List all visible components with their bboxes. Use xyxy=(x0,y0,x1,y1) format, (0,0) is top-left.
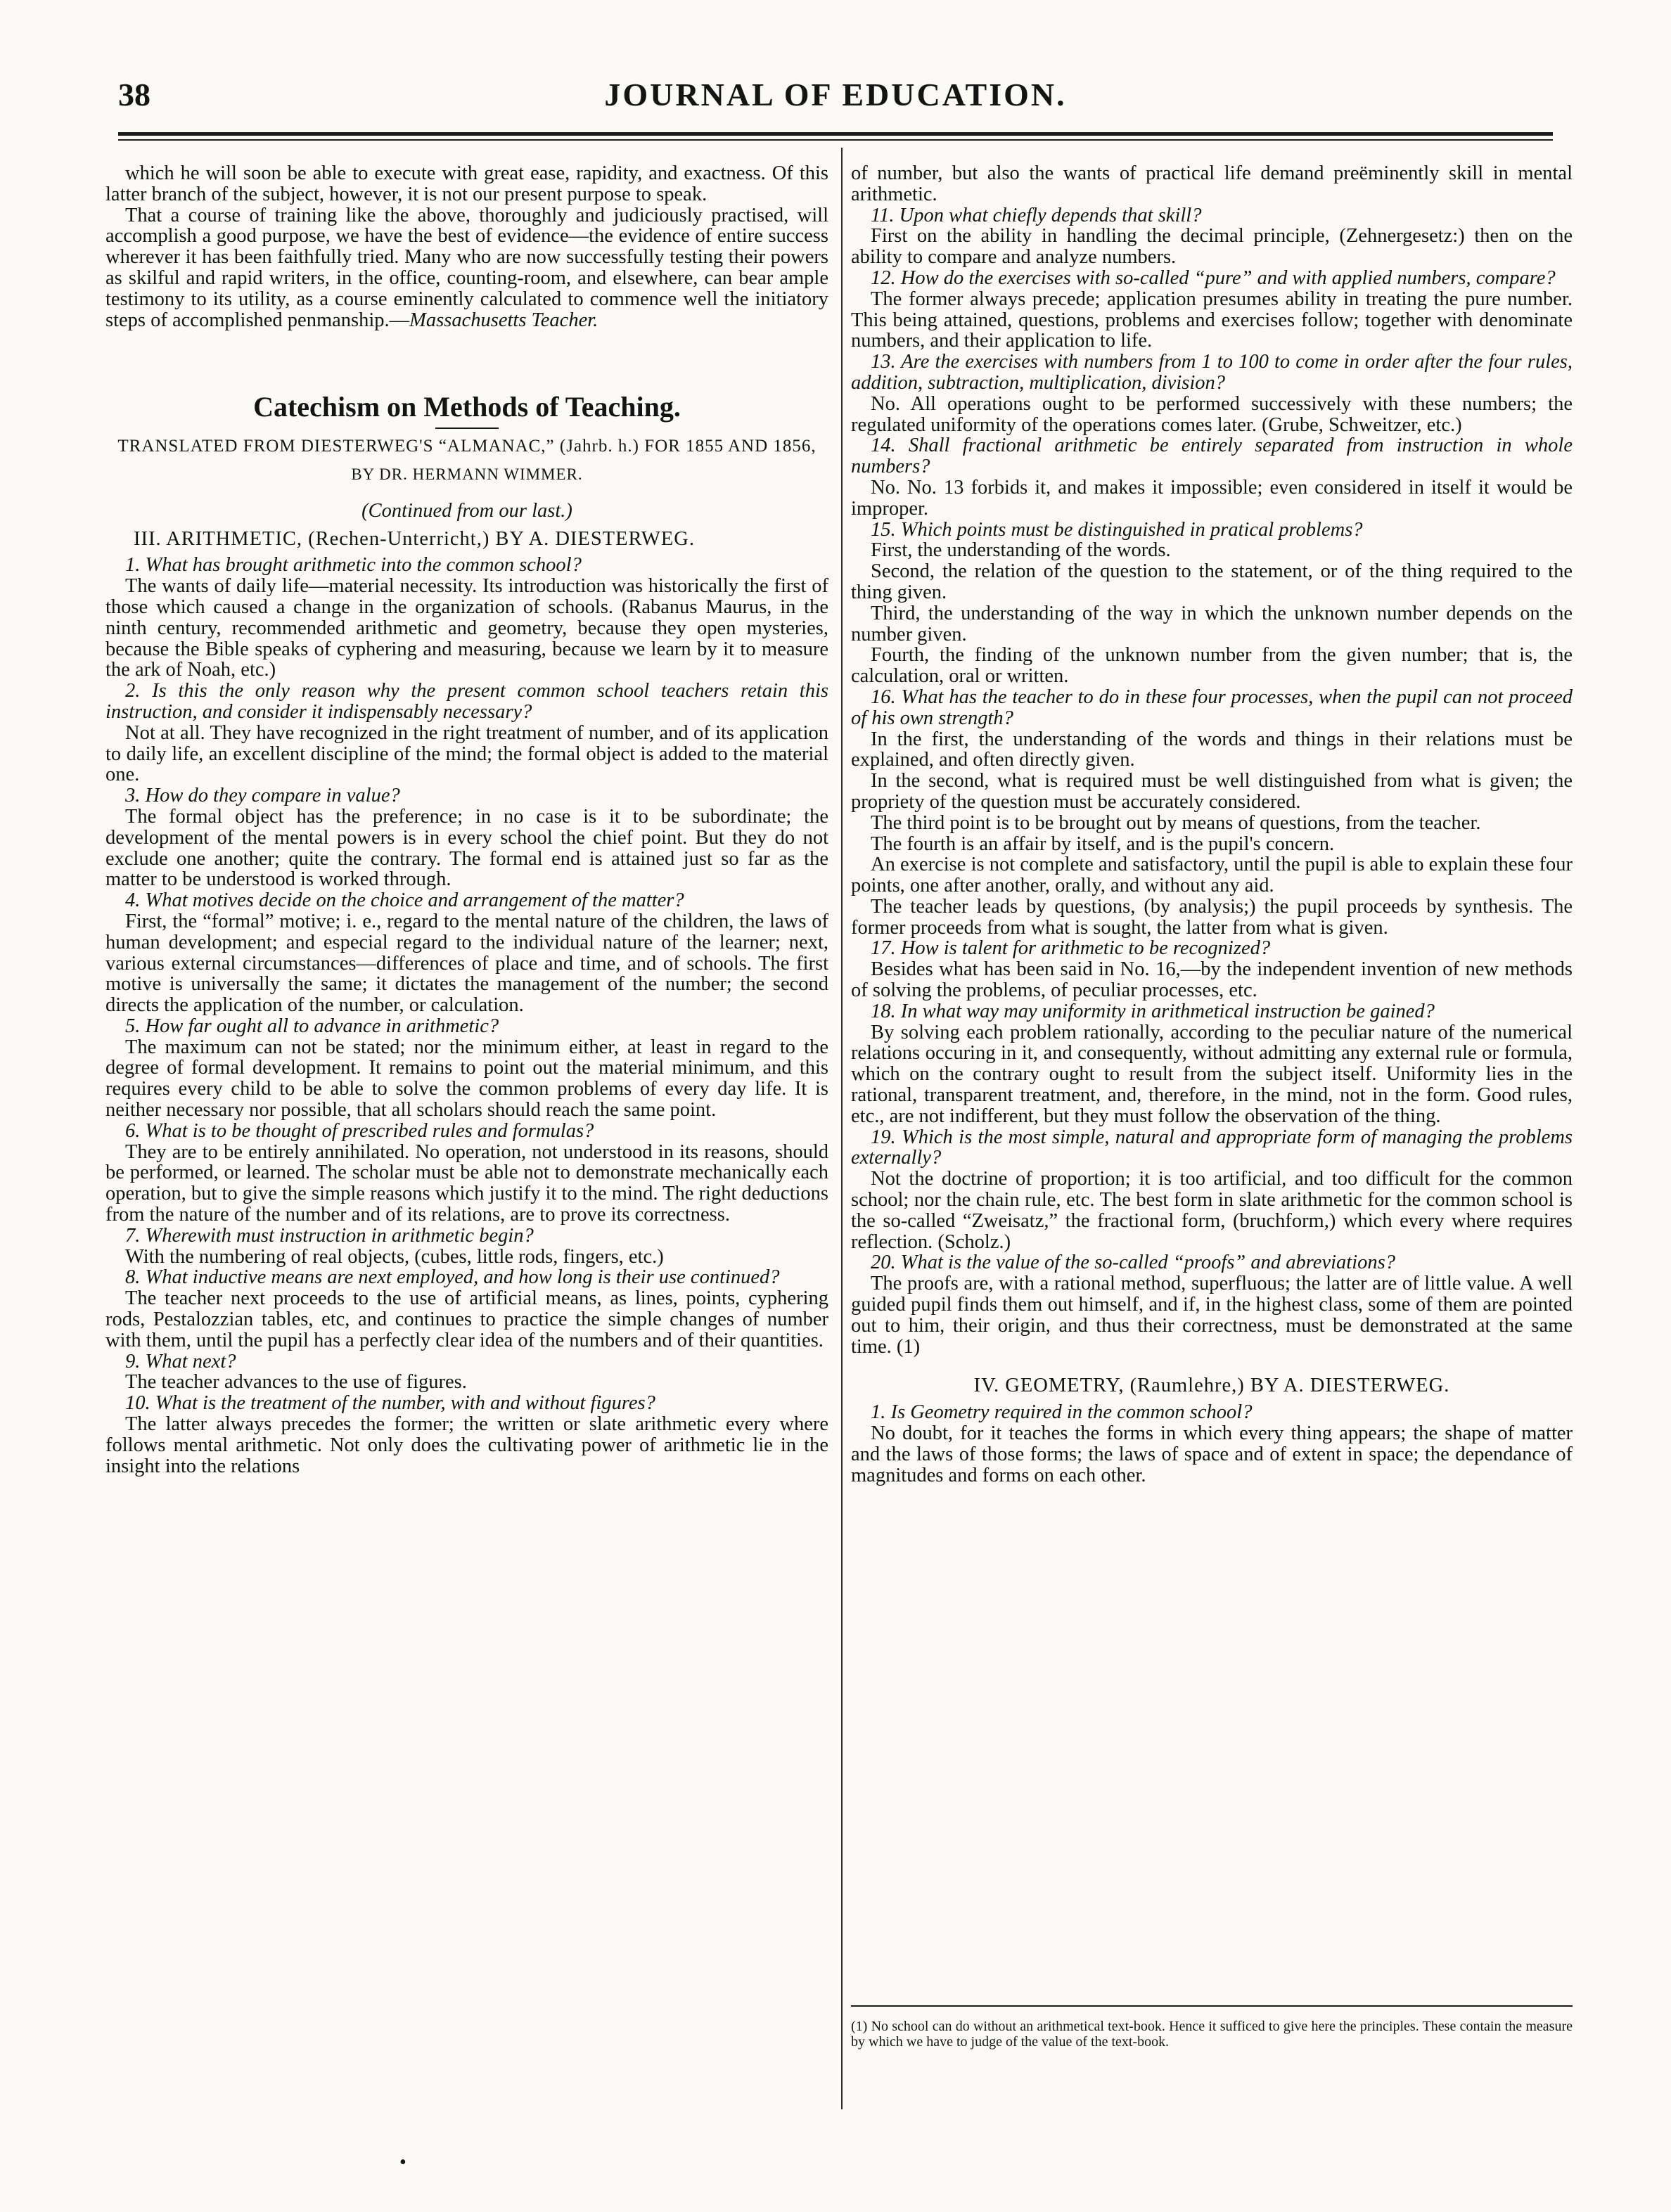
byline: BY DR. HERMANN WIMMER. xyxy=(351,465,583,483)
section-heading: IV. GEOMETRY, (Raumlehre,) BY A. DIESTERWEG. xyxy=(973,1375,1450,1397)
question: 5. How far ought all to advance in arithmetic? xyxy=(125,1015,499,1037)
answer: The proofs are, with a rational method, superfluous; the latter are of little value. A well guided pupil finds them out himself, and if, in the highest class, some of them are pointed out to him, their origin, and thus their correctness, must be demonstrated at the same time. (1) xyxy=(851,1273,1573,1358)
right-column xyxy=(851,163,1573,1486)
running-head: JOURNAL OF EDUCATION. xyxy=(604,77,1067,112)
question: 2. Is this the only reason why the present common school teachers retain this instruction, and consider it indispensably necessary? xyxy=(105,680,828,723)
print-mark: • xyxy=(399,2152,406,2173)
question: 20. What is the value of the so-called “proofs” and abreviations? xyxy=(871,1252,1395,1274)
answer: No. No. 13 forbids it, and makes it impossible; even considered in itself it would be improper. xyxy=(851,476,1573,520)
footnote-rule xyxy=(851,2005,1573,2007)
answer: No doubt, for it teaches the forms in which every thing appears; the shape of matter and the laws of those forms; the laws of space and of extent in space; the dependance of magnitudes and forms on each other. xyxy=(851,1422,1573,1486)
question: 16. What has the teacher to do in these four processes, when the pupil can not proceed of his own strength? xyxy=(851,686,1573,729)
left-column xyxy=(105,163,828,1477)
question: 10. What is the treatment of the number, with and without figures? xyxy=(125,1392,655,1415)
answer: No. All operations ought to be performed successively with these numbers; the regulated uniformity of the operations comes later. (Grube, Schweitzer, etc.) xyxy=(851,392,1573,436)
question: 1. What has brought arithmetic into the common school? xyxy=(125,554,582,577)
question: 6. What is to be thought of prescribed rules and formulas? xyxy=(125,1119,594,1142)
column-divider xyxy=(841,148,843,2109)
continued-note: (Continued from our last.) xyxy=(361,499,572,522)
question: 13. Are the exercises with numbers from 1 to 100 to come in order after the four rules, addition, subtraction, multiplication, division? xyxy=(851,351,1573,394)
answer: The latter always precedes the former; the written or slate arithmetic every where follows mental arithmetic. Not only does the cultivating power of arithmetic lie in the insight into the relations xyxy=(105,1413,828,1477)
answer: The maximum can not be stated; nor the minimum either, at least in regard to the degree of formal development. It remains to point out the material minimum, and this requires every child to be able to solve the common problems of every day life. It is neither necessary nor possible, that all scholars should reach the same point. xyxy=(105,1036,828,1121)
footnote: (1) No school can do without an arithmetical text-book. Hence it sufficed to give here the principles. These contain the measure by which we have to judge of the value of the text-book. xyxy=(851,2019,1573,2050)
answer: The former always precede; application presumes ability in treating the pure number. This being attained, questions, problems and exercises follow; together with denominate numbers, and their application to life. xyxy=(851,288,1573,352)
article-title: Catechism on Methods of Teaching. xyxy=(253,391,681,423)
question: 1. Is Geometry required in the common school? xyxy=(871,1401,1253,1424)
answer: The teacher next proceeds to the use of artificial means, as lines, points, cyphering rods, Pestalozzian tables, etc, and continues to practice the simple changes of number with them, until the pupil has a perfectly clear idea of the numbers and of their quantities. xyxy=(105,1287,828,1351)
answer: Besides what has been said in No. 16,—by the independent invention of new methods of solving the problems, of peculiar processes, etc. xyxy=(851,958,1573,1002)
question: 11. Upon what chiefly depends that skill? xyxy=(871,204,1202,226)
answer: With the numbering of real objects, (cubes, little rods, fingers, etc.) xyxy=(125,1245,664,1268)
answer: Not at all. They have recognized in the right treatment of number, and of its application to daily life, an excellent discipline of the mind; the formal object is added to the material one. xyxy=(105,721,828,786)
paragraph: which he will soon be able to execute with great ease, rapidity, and exactness. Of this latter branch of the subject, however, it is not our present purpose to speak. xyxy=(105,162,828,205)
answer: The wants of daily life—material necessity. Its introduction was historically the first of those which caused a change in the organization of schools. (Rabanus Maurus, in the ninth century, recommended arithmetic and geometry, because they open mysteries, because the Bible speaks of cyphering and measuring, because we learn by it to measure the ark of Noah, etc.) xyxy=(105,575,828,681)
question: 12. How do the exercises with so-called “pure” and with applied numbers, compare? xyxy=(871,266,1556,289)
answer: They are to be entirely annihilated. No operation, not understood in its reasons, should be performed, or learned. The scholar must be able not to demonstrate mechanically each operation, but to give the simple reasons which justify it to the mind. The right deductions from the nature of the number and of its relations, are to prove its correctness. xyxy=(105,1140,828,1226)
question: 4. What motives decide on the choice and arrangement of the matter? xyxy=(125,889,684,912)
answer: Second, the relation of the question to the statement, or of the thing required to the thing given. xyxy=(851,560,1573,603)
paragraph xyxy=(105,205,828,331)
question: 3. How do they compare in value? xyxy=(125,785,400,807)
question: 14. Shall fractional arithmetic be entirely separated from instruction in whole numbers? xyxy=(851,435,1573,478)
answer: The teacher advances to the use of figures. xyxy=(125,1371,467,1394)
answer: Not the doctrine of proportion; it is too artificial, and too difficult for the common school; nor the chain rule, etc. The best form in slate arithmetic for the common school is the so-called “Zweisatz,” the fractional form, (bruchform,) which every where requires reflection. (Scholz.) xyxy=(851,1168,1573,1253)
answer-continued: of number, but also the wants of practical life demand preëminently skill in mental arithmetic. xyxy=(851,162,1573,205)
answer: In the first, the understanding of the words and things in their relations must be explained, and often directly given. xyxy=(851,728,1573,771)
question: 19. Which is the most simple, natural and appropriate form of managing the problems externally? xyxy=(851,1126,1573,1169)
answer: An exercise is not complete and satisfactory, until the pupil is able to explain these four points, one after another, orally, and without any aid. xyxy=(851,854,1573,897)
answer: Fourth, the finding of the unknown number from the given number; that is, the calculation, oral or written. xyxy=(851,644,1573,688)
answer: The formal object has the preference; in no case is it to be subordinate; the development of the mental powers is in every school the chief point. But they do not exclude one another; quite the contrary. The formal end is attained just so far as the matter to be understood is worked through. xyxy=(105,805,828,891)
answer: In the second, what is required must be well distinguished from what is given; the propriety of the question must be accurately considered. xyxy=(851,770,1573,813)
source-attribution: Massachusetts Teacher. xyxy=(409,309,598,331)
paragraph-text: That a course of training like the above, thoroughly and judiciously practised, will accomplish a good purpose, we have the best of evidence—the evidence of entire success wherever it has been faithfully tried. Many who are now successfully testing their powers as skilful and rapid writers, in the office, counting-room, and elsewhere, can bear ample testimony to its utility, as a course eminently calculated to commence well the initiatory steps of accomplished penmanship.— xyxy=(105,204,828,331)
header-rule xyxy=(118,132,1553,136)
answer: The teacher leads by questions, (by analysis;) the pupil proceeds by synthesis. The former proceeds from what is sought, the latter from what is given. xyxy=(851,895,1573,939)
answer: Third, the understanding of the way in which the unknown number depends on the number given. xyxy=(851,602,1573,645)
answer: By solving each problem rationally, according to the peculiar nature of the numerical relations occuring in it, and consequently, without admitting any external rule or formula, which on the contrary ought to result from the subject itself. Uniformity lies in the rational, transparent treatment, and, therefore, in the mind, not in the form. Good rules, etc., are not indifferent, but they must follow the observation of the thing. xyxy=(851,1021,1573,1127)
answer: First, the “formal” motive; i. e., regard to the mental nature of the children, the laws of human development; and especial regard to the individual nature of the learner; next, various external circumstances—differences of place and time, and of schools. The first motive is universally the same; it dictates the management of the number; the second directs the application of the number, or calculation. xyxy=(105,910,828,1017)
title-rule xyxy=(435,427,499,429)
question: 17. How is talent for arithmetic to be recognized? xyxy=(871,937,1271,960)
answer: First on the ability in handling the decimal principle, (Zehnergesetz:) then on the ability to compare and analyze numbers. xyxy=(851,225,1573,269)
question: 18. In what way may uniformity in arithmetical instruction be gained? xyxy=(871,1000,1435,1022)
question: 15. Which points must be distinguished in pratical problems? xyxy=(871,518,1363,541)
answer: The third point is to be brought out by means of questions, from the teacher. xyxy=(871,811,1481,834)
question: 7. Wherewith must instruction in arithmetic begin? xyxy=(125,1224,534,1247)
question: 9. What next? xyxy=(125,1350,236,1372)
translation-note: TRANSLATED FROM DIESTERWEG'S “ALMANAC,” (Jahrb. h.) FOR 1855 AND 1856, xyxy=(117,437,817,456)
section-heading: III. ARITHMETIC, (Rechen-Unterricht,) BY A. DIESTERWEG. xyxy=(134,527,695,550)
page-number: 38 xyxy=(118,77,151,112)
answer: First, the understanding of the words. xyxy=(871,539,1171,562)
question: 8. What inductive means are next employed, and how long is their use continued? xyxy=(125,1266,780,1289)
answer: The fourth is an affair by itself, and is the pupil's concern. xyxy=(871,832,1335,855)
header-rule-thin xyxy=(118,139,1553,141)
